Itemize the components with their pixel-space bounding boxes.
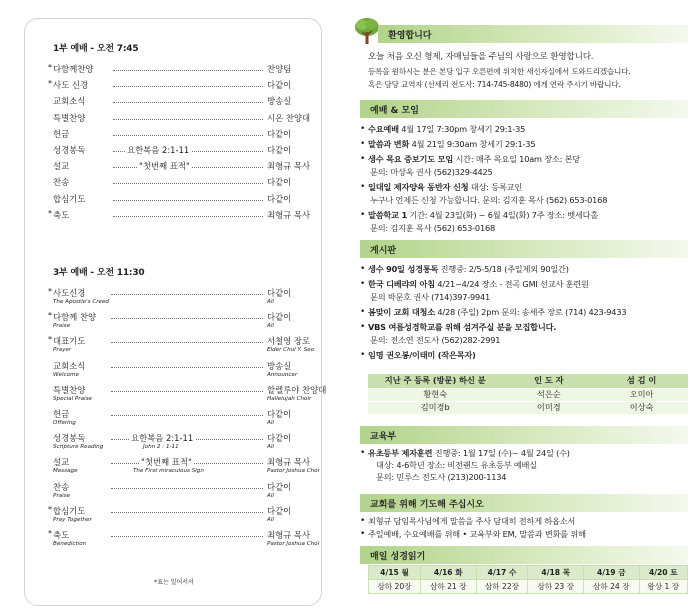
worship-item-title: 말씀과 변화 bbox=[368, 139, 410, 149]
worship-item-text: 기간: 4월 23일(화) ~ 6월 4일(화) 7주 장소: 벳세다홀 bbox=[406, 210, 599, 220]
bullet: • bbox=[360, 124, 366, 134]
table-row bbox=[53, 384, 327, 404]
program-leader: 서철영 장로 bbox=[267, 336, 311, 347]
program-leader-english: All bbox=[267, 516, 274, 523]
program-leader-english: All bbox=[267, 420, 274, 426]
dot-leader bbox=[111, 367, 263, 368]
bullet: • bbox=[360, 210, 366, 220]
program-item-english: Praise bbox=[53, 323, 71, 330]
reading-chapter: 삼하 21 장 bbox=[420, 580, 476, 594]
worship-item-text: 4월 21일 9:30am 창세기 29:1-35 bbox=[409, 139, 536, 149]
dot-leader bbox=[111, 488, 263, 489]
worship-item-subtext: 누구나 언제든 신청 가능합니다. 문의: 김지훈 목사 (562) 653-0168 bbox=[370, 195, 608, 205]
required-stand-marker: * bbox=[48, 63, 52, 72]
program-leader: 다같이 bbox=[267, 433, 292, 444]
board-item-text: 4/28 (주일) 2pm 문의: 송세주 장로 (714) 423-9433 bbox=[434, 307, 627, 317]
program-item-english: The Apostle's Creed bbox=[53, 299, 109, 305]
program-leader: 다같이 bbox=[267, 193, 292, 204]
program-item: 합심기도 bbox=[53, 193, 86, 204]
reading-chapter: 삼하 20장 bbox=[369, 580, 421, 594]
program-leader-english: Announcer bbox=[267, 371, 298, 378]
dot-leader bbox=[113, 183, 263, 184]
visitor-cell: 김미경b bbox=[368, 401, 502, 414]
program-detail: "첫번째 표적" bbox=[139, 161, 190, 172]
board-item-text: 4/21~4/24 장소 - 전곡 GMI 선교사 훈련원 bbox=[434, 279, 589, 289]
board-item bbox=[368, 350, 476, 361]
board-item-title: VBS 여름성경학교를 위해 섬겨주실 분을 모집합니다. bbox=[368, 322, 557, 332]
table-row bbox=[48, 79, 315, 91]
program-leader-english: All bbox=[267, 323, 274, 330]
program-leader-english: All bbox=[267, 299, 274, 305]
program-leader: 최형규 목사 bbox=[267, 209, 311, 220]
bullet: • bbox=[360, 322, 366, 332]
prayer-header: 교회를 위해 기도해 주십시오 bbox=[360, 494, 688, 512]
table-row bbox=[53, 360, 315, 380]
board-item bbox=[368, 279, 589, 290]
table-row bbox=[53, 176, 315, 188]
worship-item-subtext: 문의: 마상옥 권사 (562)329-4425 bbox=[370, 167, 493, 177]
dot-leader bbox=[113, 135, 263, 136]
worship-item bbox=[368, 139, 535, 150]
dot-leader bbox=[111, 415, 263, 416]
board-item-subtext: 문의: 전소연 전도사 (562)282-2991 bbox=[370, 335, 501, 345]
visitors-col-header: 인 도 자 bbox=[502, 374, 595, 388]
required-stand-marker: * bbox=[48, 504, 52, 514]
table-row bbox=[48, 63, 315, 75]
table-row bbox=[53, 95, 315, 107]
program-item-english: Praise bbox=[53, 492, 71, 499]
table-row bbox=[53, 144, 315, 156]
program-leader: 할렐루야 찬양대 bbox=[267, 384, 327, 395]
program-leader: 최형규 목사 bbox=[267, 530, 311, 540]
dot-leader bbox=[113, 216, 263, 217]
table-row bbox=[53, 408, 315, 428]
board-item-title: 생수 90일 성경통독 bbox=[368, 264, 439, 274]
dot-leader bbox=[111, 318, 263, 319]
board-item-title: 한국 디베랴의 아침 bbox=[368, 279, 435, 289]
program-leader: 다같이 bbox=[267, 312, 292, 323]
visitor-cell: 이미경 bbox=[502, 401, 595, 414]
reading-chapter: 삼하 22장 bbox=[476, 580, 528, 594]
table-row bbox=[48, 335, 315, 355]
program-item: 찬송 bbox=[53, 177, 70, 188]
welcome-line1: 오늘 처음 오신 형제, 자매님들을 주님의 사랑으로 환영합니다. bbox=[368, 52, 594, 62]
visitor-cell: 오미아 bbox=[595, 388, 688, 401]
reading-chapter: 왕상 1 장 bbox=[639, 580, 687, 594]
program-leader: 다같이 bbox=[267, 80, 292, 91]
dot-leader bbox=[113, 86, 263, 87]
program-leader-english: Pastor Joshua Choi bbox=[267, 541, 320, 547]
board-header: 게시판 bbox=[360, 240, 688, 258]
bullet: • bbox=[360, 529, 366, 539]
program-leader-english: Elder Chul Y. Seo bbox=[267, 347, 315, 354]
program-leader: 다같이 bbox=[267, 128, 292, 139]
board-item bbox=[368, 264, 569, 275]
worship-item-title: 수요예배 bbox=[368, 124, 399, 134]
program-leader: 다같이 bbox=[267, 505, 292, 516]
worship-item-title: 일대일 제자양육 동반자 신청 bbox=[368, 182, 469, 192]
board-item bbox=[368, 322, 556, 333]
table-row bbox=[53, 112, 315, 124]
table-row bbox=[53, 481, 315, 501]
board-item-subtext: 문의 박문호 권사 (714)397-9941 bbox=[370, 292, 491, 302]
program-item: 축도 bbox=[53, 530, 70, 540]
visitors-col-header: 섬 김 이 bbox=[595, 374, 688, 388]
education-header: 교육부 bbox=[360, 426, 688, 444]
program-detail: 요한복음 2:1-11 bbox=[131, 433, 194, 444]
table-row bbox=[53, 456, 320, 476]
program-leader: 방송실 bbox=[267, 360, 292, 371]
visitors-table bbox=[368, 374, 688, 414]
table-row bbox=[368, 388, 688, 401]
required-stand-marker: * bbox=[48, 311, 52, 321]
program-item-english: Message bbox=[53, 468, 78, 475]
board-item bbox=[368, 307, 626, 318]
dot-leader bbox=[113, 70, 263, 71]
required-stand-marker: * bbox=[48, 79, 52, 89]
table-row bbox=[53, 432, 315, 452]
program-item: 교회소식 bbox=[53, 96, 86, 107]
program-item: 성경봉독 bbox=[53, 145, 86, 155]
worship-item bbox=[368, 182, 522, 193]
program-leader: 다같이 bbox=[267, 481, 292, 492]
program-item-english: Prayer bbox=[53, 347, 72, 354]
program-item: 특별찬양 bbox=[53, 112, 86, 123]
program-item-english: Offering bbox=[53, 420, 76, 426]
dot-leader bbox=[111, 294, 263, 295]
reading-header: 매일 성경읽기 bbox=[360, 546, 688, 564]
table-row bbox=[53, 193, 315, 205]
program-item-english: Pray Together bbox=[53, 516, 92, 523]
program-detail: "첫번째 표적" bbox=[141, 457, 192, 468]
program-item: 사도신경 bbox=[53, 288, 86, 298]
service1-title: 1부 예배 - 오전 7:45 bbox=[53, 44, 139, 54]
bullet: • bbox=[360, 264, 366, 274]
reading-chapter: 삼하 23 장 bbox=[528, 580, 584, 594]
order-of-worship-card bbox=[24, 18, 327, 606]
table-row bbox=[48, 504, 315, 525]
table-row bbox=[48, 208, 315, 221]
education-line2: 대상: 4-6학년 장소: 비전랜드 유초등부 예배실 bbox=[376, 460, 537, 470]
reading-date: 4/17 수 bbox=[476, 566, 528, 580]
program-leader: 다같이 bbox=[267, 288, 292, 298]
worship-item bbox=[368, 210, 598, 221]
worship-item-subtext: 문의: 김지훈 목사 (562) 653-0168 bbox=[370, 223, 495, 233]
program-item: 성경봉독 bbox=[53, 433, 86, 444]
bullet: • bbox=[360, 516, 366, 526]
reading-chapter: 삼하 24 장 bbox=[584, 580, 640, 594]
worship-item bbox=[368, 154, 580, 165]
bullet: • bbox=[360, 139, 366, 149]
program-item: 사도 신경 bbox=[53, 80, 89, 91]
program-item: 헌금 bbox=[53, 409, 70, 419]
required-stand-marker: * bbox=[48, 335, 52, 345]
visitors-header-row bbox=[368, 374, 688, 388]
dot-leader bbox=[113, 200, 263, 201]
worship-item-title: 말씀학교 1 bbox=[368, 210, 407, 220]
program-leader: 다같이 bbox=[267, 177, 292, 188]
worship-item-text: 시간: 매주 목요일 10am 장소: 본당 bbox=[453, 154, 580, 164]
worship-item-text: 대상: 등록교인 bbox=[468, 182, 523, 192]
visitor-cell: 이상숙 bbox=[595, 401, 688, 414]
program-item: 교회소식 bbox=[53, 360, 86, 371]
program-detail-english: The First miraculous Sign bbox=[133, 468, 204, 475]
visitors-col-header: 지난 주 등록 (방문) 하신 분 bbox=[368, 374, 502, 388]
required-stand-marker: * bbox=[48, 529, 52, 538]
required-stand-marker: * bbox=[48, 287, 52, 296]
worship-item-text: 4월 17일 7:30pm 창세기 29:1-35 bbox=[398, 124, 526, 134]
bullet: • bbox=[360, 154, 366, 164]
table-row bbox=[48, 529, 320, 549]
welcome-header: 환영합니다 bbox=[378, 25, 688, 43]
bullet: • bbox=[360, 182, 366, 192]
education-line3: 문의: 민루스 전도사 (213)200-1134 bbox=[376, 472, 507, 482]
program-item-english: Special Praise bbox=[53, 395, 92, 402]
program-item: 설교 bbox=[53, 161, 70, 172]
table-row bbox=[368, 401, 688, 414]
program-leader: 시온 찬양대 bbox=[267, 112, 311, 123]
program-leader: 찬양팀 bbox=[267, 64, 292, 74]
visitor-cell: 석은순 bbox=[502, 388, 595, 401]
table-row bbox=[48, 311, 315, 331]
reading-date: 4/19 금 bbox=[584, 566, 640, 580]
footnote: *표는 일어서서 bbox=[154, 579, 194, 586]
program-item: 찬송 bbox=[53, 481, 70, 492]
reading-date: 4/16 화 bbox=[420, 566, 476, 580]
board-item-title: 봄맞이 교회 대청소 bbox=[368, 307, 435, 317]
program-leader-english: Hallelujah Choir bbox=[267, 395, 312, 402]
bullet: • bbox=[360, 350, 366, 360]
program-leader-english: All bbox=[267, 492, 274, 499]
program-leader: 최형규 목사 bbox=[267, 457, 311, 468]
bullet: • bbox=[360, 307, 366, 317]
reading-dates-row bbox=[369, 566, 688, 580]
program-item: 특별찬양 bbox=[53, 384, 86, 395]
program-leader: 다같이 bbox=[267, 409, 292, 419]
program-item: 합심기도 bbox=[53, 505, 86, 516]
program-leader-english: Pastor Joshua Choi bbox=[267, 468, 320, 475]
program-item: 설교 bbox=[53, 457, 70, 468]
program-item-english: Benediction bbox=[53, 541, 87, 547]
program-detail-english: John 2 : 1-11 bbox=[143, 444, 179, 451]
program-item: 다함께찬양 bbox=[53, 64, 94, 74]
reading-date: 4/20 토 bbox=[639, 566, 687, 580]
visitor-cell: 황현숙 bbox=[368, 388, 502, 401]
program-item-english: Scripture Reading bbox=[53, 444, 104, 451]
reading-date: 4/18 목 bbox=[528, 566, 584, 580]
prayer-line1: 최형규 담임목사님에게 말씀을 주사 담대히 전하게 하옵소서 bbox=[368, 516, 576, 526]
dot-leader bbox=[111, 536, 263, 537]
prayer-line2: 주일예배, 수요예배를 위해 • 교육부와 EM, 말씀과 변화를 위해 bbox=[368, 529, 586, 539]
reading-date: 4/15 월 bbox=[369, 566, 421, 580]
board-item-text: 진행중: 2/5-5/18 (주일제외 90일간) bbox=[438, 264, 569, 274]
table-row bbox=[48, 287, 315, 307]
worship-item bbox=[368, 124, 525, 135]
dot-leader bbox=[111, 391, 263, 392]
welcome-line3: 혹은 담당 교역자 (선세리 전도사: 714-745-8480) 에게 연락 주시기 바랍니다. bbox=[368, 80, 621, 89]
program-item: 축도 bbox=[53, 209, 70, 220]
worship-header: 예배 & 모임 bbox=[360, 100, 688, 118]
program-item-english: Welcome bbox=[53, 371, 79, 378]
dot-leader bbox=[111, 342, 263, 343]
program-leader: 방송실 bbox=[267, 96, 292, 107]
table-row bbox=[53, 160, 315, 172]
table-row bbox=[53, 128, 315, 140]
program-detail: 요한복음 2:1-11 bbox=[127, 145, 190, 155]
program-item: 헌금 bbox=[53, 128, 70, 139]
reading-table bbox=[368, 565, 688, 594]
education-line1: 유초등부 제자훈련 진행중: 1월 17일 (수)~ 4월 24일 (수) bbox=[368, 448, 570, 458]
bullet: • bbox=[360, 279, 366, 289]
program-leader: 다같이 bbox=[267, 145, 292, 155]
program-leader-english: All bbox=[267, 444, 274, 451]
dot-leader bbox=[113, 119, 263, 120]
bullet: • bbox=[360, 448, 366, 458]
required-stand-marker: * bbox=[48, 208, 52, 218]
program-item: 대표기도 bbox=[53, 336, 86, 347]
program-leader: 최형규 목사 bbox=[267, 161, 311, 172]
service3-title: 3부 예배 - 오전 11:30 bbox=[53, 268, 145, 278]
reading-chapters-row bbox=[369, 580, 688, 594]
program-item: 다함께 찬양 bbox=[53, 312, 97, 323]
dot-leader bbox=[111, 512, 263, 513]
board-item-title: 임명 권오봉/이태미 (작은목자) bbox=[368, 350, 476, 360]
dot-leader bbox=[113, 102, 263, 103]
worship-item-title: 생수 목요 중보기도 모임 bbox=[368, 154, 454, 164]
welcome-line2: 등록을 원하시는 분은 본당 입구 오른편에 위치한 새신자실에서 도와드리겠습니다. bbox=[368, 67, 631, 76]
